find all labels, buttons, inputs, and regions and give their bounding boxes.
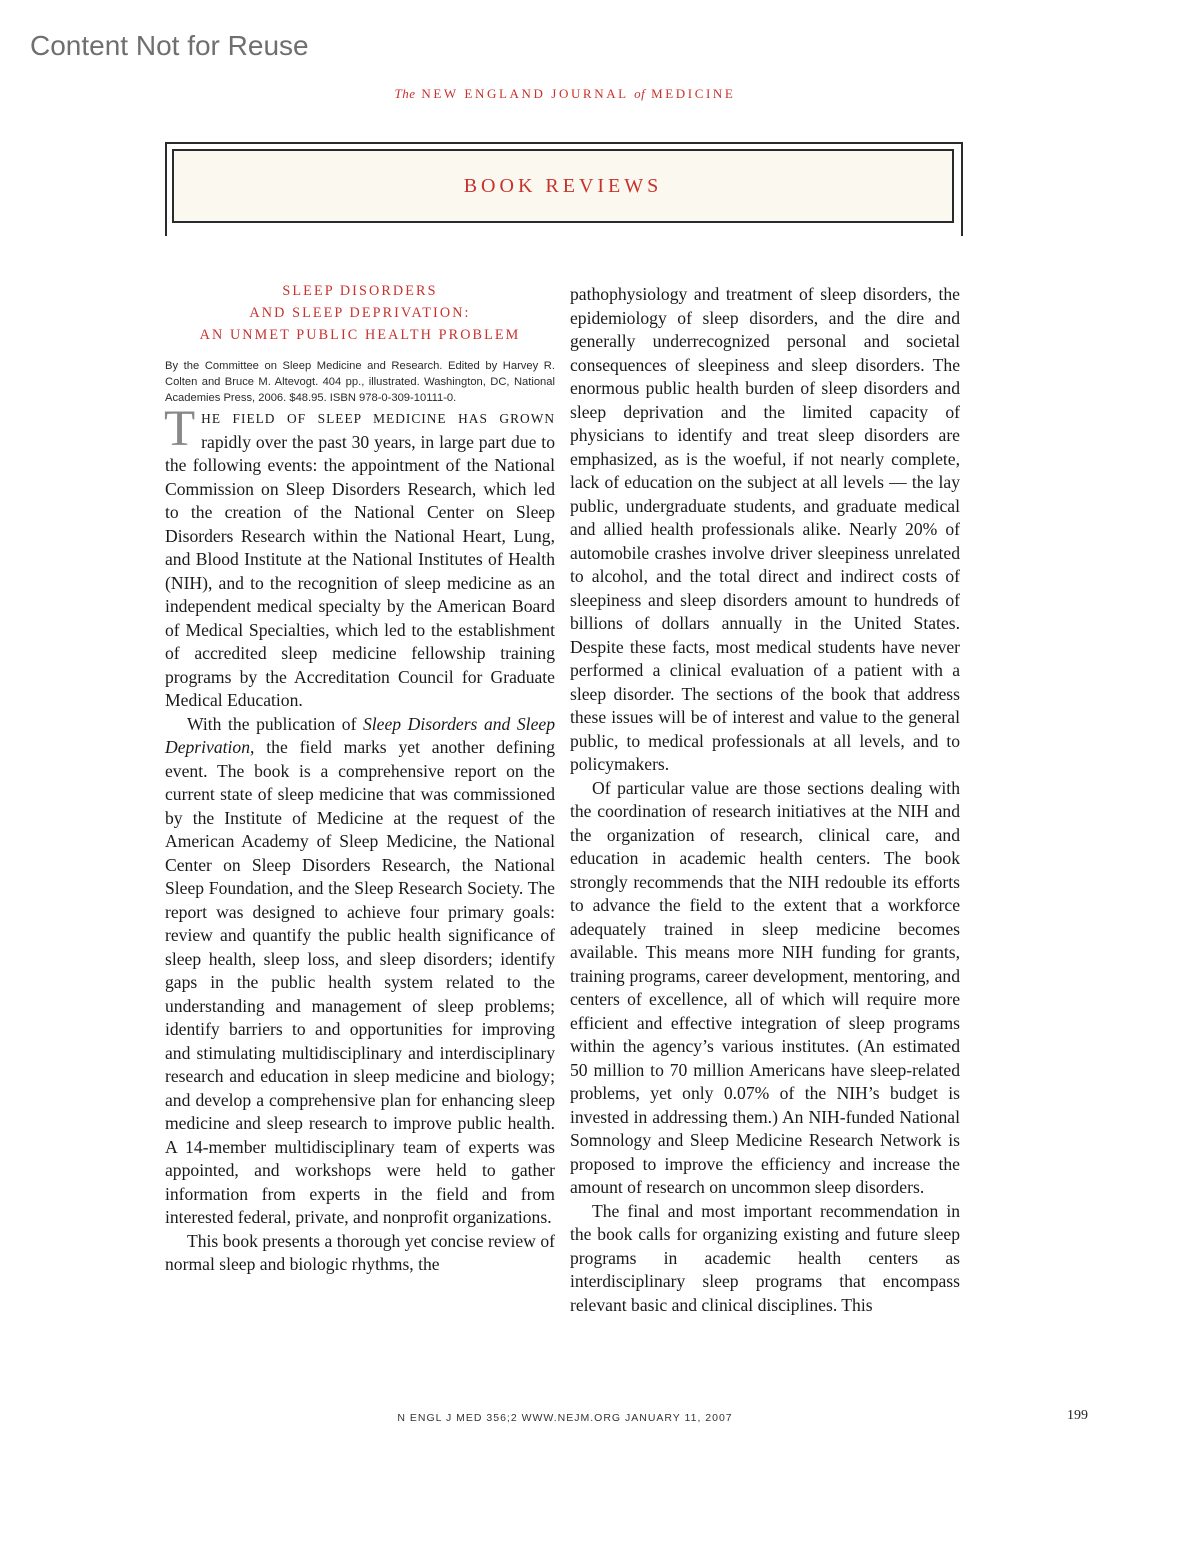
paragraph-2: [165, 713, 555, 1230]
paragraph-3-continued: pathophysiology and treatment of sleep disorders, the epidemiology of sleep disorders, and the dire and generally underrecognized personal and societal consequences of sleepiness and sleep disorders. The enormous public health burden of sleep disorders and sleep deprivation and the limited capacity of physicians to identify and treat sleep disorders are emphasized, as is the woeful, if not nearly complete, lack of education on the subject at all levels — the lay public, undergraduate students, and graduate medical and allied health professionals alike. Nearly 20% of automobile crashes involve driver sleepiness unrelated to alcohol, and the total direct and indirect costs of sleepiness and sleep disorders amount to hundreds of billions of dollars annually in the United States. Despite these facts, most medical students have never performed a clinical evaluation of a patient with a sleep disorder. The sections of the book that address these issues will be of interest and value to the general public, to medical professionals at all levels, and to policymakers.: [570, 284, 960, 774]
paragraph-2-start: With the publication of: [187, 713, 363, 734]
journal-name: NEW ENGLAND JOURNAL: [421, 86, 629, 101]
section-title: BOOK REVIEWS: [463, 174, 663, 197]
paragraph-1: [164, 401, 555, 713]
book-title-italic: Sleep Disorders and Sleep Deprivation: [165, 713, 555, 757]
journal-the: The: [394, 86, 416, 101]
footer-citation: N ENGL J MED 356;2 WWW.NEJM.ORG JANUARY 11, 2007: [397, 1412, 733, 1424]
book-title-line: AN UNMET PUBLIC HEALTH PROBLEM: [199, 327, 521, 343]
book-title-line: SLEEP DISORDERS: [282, 283, 438, 299]
page-number: 199: [1067, 1408, 1088, 1423]
opening-smallcaps: HE FIELD OF SLEEP MEDICINE HAS GROWN: [201, 411, 555, 426]
section-banner: [172, 149, 954, 223]
book-title-line: AND SLEEP DEPRIVATION:: [249, 305, 471, 321]
watermark: Content Not for Reuse: [30, 30, 309, 61]
paragraph-2-text: , the field marks yet another defining event. The book is a comprehensive report on the current state of sleep medicine that was commissioned by the Institute of Medicine at the request of the American Academy of Sleep Medicine, the National Center on Sleep Disorders Research, the National Sleep Foundation, and the Sleep Research Society. The report was designed to achieve four primary goals: review and quantify the public health significance of sleep health, sleep loss, and sleep disorders; identify gaps in the public health system related to the understanding and management of sleep problems; identify barriers to and opportunities for improving and stimulating multidisciplinary and interdisciplinary research and education in sleep medicine and biology; and develop a comprehensive plan for enhancing sleep medicine and sleep research to improve public health. A 14-member multidisciplinary team of experts was appointed, and workshops were held to gather information from experts in the field and from interested federal, private, and nonprofit organizations.: [165, 737, 555, 1227]
paragraph-3-start: This book presents a thorough yet concise review of normal sleep and biologic rhythms, the: [165, 1230, 555, 1274]
paragraph-5: The final and most important recommendation in the book calls for organizing existing and future sleep programs in academic health centers as interdisciplinary sleep programs that encompass relevant basic and clinical disciplines. This: [570, 1200, 960, 1315]
journal-header: [0, 86, 1130, 102]
journal-medicine: MEDICINE: [651, 86, 736, 101]
paragraph-4: Of particular value are those sections dealing with the coordination of research initiatives at the NIH and the organization of research, clinical care, and education in academic health centers. The book strongly recommends that the NIH redouble its efforts to advance the field to the extent that a workforce adequately trained in sleep medicine becomes available. This means more NIH funding for grants, training programs, career development, mentoring, and centers of excellence, all of which will require more efficient and effective integration of sleep programs within the agency’s various institutes. (An estimated 50 million to 70 million Americans have sleep-related problems, yet only 0.07% of the NIH’s budget is invested in addressing them.) An NIH-funded National Somnology and Sleep Medicine Research Network is proposed to improve the efficiency and increase the amount of research on uncommon sleep disorders.: [570, 777, 960, 1197]
right-column: [570, 283, 960, 1317]
journal-of: of: [634, 86, 646, 101]
book-title: [165, 280, 555, 346]
book-byline: By the Committee on Sleep Medicine and Research. Edited by Harvey R. Colten and Bruce M. Altevogt. 404 pp., illustrated. Washington, DC, National Academies Press, 2006. $48.95. ISBN 978-0-309-10111-0.: [165, 360, 555, 404]
paragraph-1-text: rapidly over the past 30 years, in large part due to the following events: the appointment of the National Commission on Sleep Disorders Research, which led to the creation of the National Center on Sleep Disorders Research within the National Heart, Lung, and Blood Institute at the National Institutes of Health (NIH), and to the recognition of sleep medicine as an independent medical specialty by the American Board of Medical Specialties, which led to the establishment of accredited sleep medicine fellowship training programs by the Accreditation Council for Graduate Medical Education.: [165, 431, 555, 710]
left-column: [165, 280, 555, 1277]
drop-cap: T: [164, 401, 196, 457]
